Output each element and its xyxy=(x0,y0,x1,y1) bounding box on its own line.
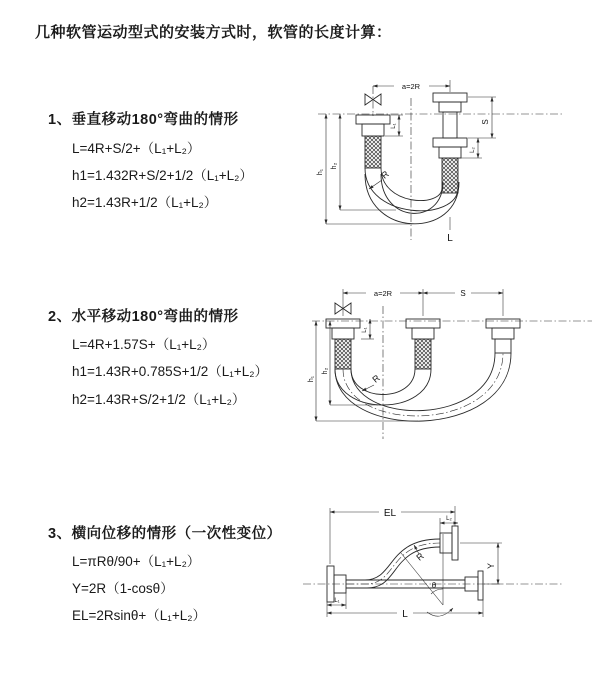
dimension-labels xyxy=(317,82,490,244)
height-outer-label: h₁ xyxy=(308,375,315,383)
effective-length-label: EL xyxy=(383,508,397,519)
angle-label: θ xyxy=(431,581,437,590)
section-3-heading: 3、横向位移的情形（一次性变位） xyxy=(48,526,282,542)
fitting-left-label: L₁ xyxy=(334,598,340,604)
section-2-formula-h2: h2=1.43R+S/2+1/2（L₁+L₂） xyxy=(72,392,246,407)
diagram-horizontal-bend-180 xyxy=(306,281,598,449)
height-outer-label: h₁ xyxy=(317,168,324,176)
offset-label: Y xyxy=(486,562,496,570)
right-fitting xyxy=(433,93,467,193)
travel-label: S xyxy=(481,119,490,125)
dimension-labels xyxy=(334,508,496,620)
radius-label: R xyxy=(414,550,426,563)
span-label: a=2R xyxy=(373,289,393,298)
radius-label: R xyxy=(370,372,382,385)
fitting-left-label: L₁ xyxy=(362,327,368,333)
section-3-formula-offset: Y=2R（1-cosθ） xyxy=(72,581,174,596)
section-1-formula-length: L=4R+S/2+（L₁+L₂） xyxy=(72,141,201,156)
displaced-hose-curve xyxy=(346,526,458,588)
left-fitting xyxy=(356,115,390,168)
section-1-heading: 1、垂直移动180°弯曲的情形 xyxy=(48,112,239,128)
length-label: L xyxy=(402,609,408,620)
height-inner-label: h₂ xyxy=(331,162,338,170)
diagram-vertical-bend-180 xyxy=(310,70,598,250)
left-fitting xyxy=(326,319,360,369)
section-1-formula-h1: h1=1.432R+S/2+1/2（L₁+L₂） xyxy=(72,168,253,183)
fitting-right-label: L₂ xyxy=(470,147,476,153)
straight-pipe-original-position xyxy=(346,571,483,600)
section-3-formula-el: EL=2Rsinθ+（L₁+L₂） xyxy=(72,608,206,623)
section-1-formula-h2: h2=1.43R+1/2（L₁+L₂） xyxy=(72,195,218,210)
middle-fitting xyxy=(406,319,440,369)
page-title: 几种软管运动型式的安装方式时，软管的长度计算： xyxy=(35,24,392,41)
braided-hose-section xyxy=(365,136,381,168)
fitting-left-label: L₁ xyxy=(391,123,397,129)
section-2-heading: 2、水平移动180°弯曲的情形 xyxy=(48,309,239,325)
diagram-lateral-offset xyxy=(295,496,600,646)
section-3-formula-length: L=πRθ/90+（L₁+L₂） xyxy=(72,554,201,569)
section-2-formula-length: L=4R+1.57S+（L₁+L₂） xyxy=(72,337,216,352)
radius-label: R xyxy=(379,168,391,181)
dimension-lines xyxy=(327,506,502,617)
travel-label: S xyxy=(460,289,466,298)
section-2-formula-h1: h1=1.43R+0.785S+1/2（L₁+L₂） xyxy=(72,364,268,379)
fitting-top-label: L₂ xyxy=(446,516,452,522)
length-label: L xyxy=(447,233,453,244)
braided-hose-section xyxy=(335,339,351,369)
span-label: a=2R xyxy=(401,82,421,91)
right-fitting-moved-position xyxy=(486,319,520,353)
braided-hose-section xyxy=(415,339,431,369)
braided-hose-section xyxy=(442,158,458,193)
height-inner-label: h₂ xyxy=(322,367,329,375)
